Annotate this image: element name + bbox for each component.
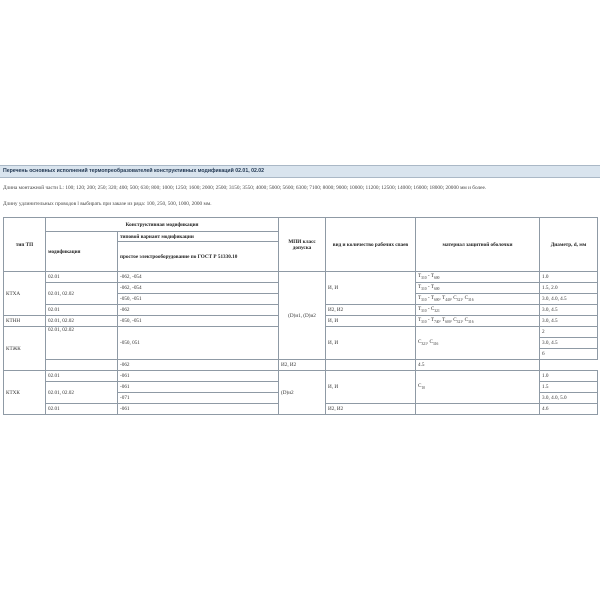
cell-variant: -062, -054	[118, 283, 279, 294]
cell-junctions: И2, И2	[326, 305, 416, 316]
cell-mpi: (D)и1, (D)и2	[279, 272, 326, 360]
cell-junctions: И, И	[326, 327, 416, 360]
cell-variant: -050, -051	[118, 316, 279, 327]
cell-variant: -062, -054	[118, 272, 279, 283]
cell-diameter: 6	[540, 349, 598, 360]
wire-length-note: Длину удлинительных проводов l выбирать при заказе из ряда: 100, 250, 500, 1000, 2000 мм.	[3, 201, 212, 207]
cell-variant: -061	[118, 371, 279, 382]
cell-variant: -050, 051	[118, 327, 279, 360]
header-construct: Конструктивная модификация	[46, 218, 279, 232]
cell-material: $Т_{310} - Т_{600}$, $Т_{440}$, $С_{321}$, $С_{316}$	[416, 294, 540, 305]
cell-diameter: 3.0, 4.0, 5.0	[540, 393, 598, 404]
cell-diameter: 4.6	[540, 404, 598, 415]
cell-material: $Т_{310} - Т_{600}$	[416, 272, 540, 283]
header-type: тип ТП	[4, 218, 46, 272]
cell-modif: 02.01	[46, 404, 118, 415]
cell-diameter: 3.0, 4.5	[540, 305, 598, 316]
cell-diameter: 4.5	[416, 360, 540, 371]
cell-diameter: 1.0	[540, 272, 598, 283]
header-junctions: вид и количество рабочих спаев	[326, 218, 416, 272]
cell-material: $С_{10}$	[416, 371, 540, 404]
cell-diameter: 1.5	[540, 382, 598, 393]
cell-modif: 02.01, 02.02	[46, 327, 118, 360]
cell-variant: -071	[118, 393, 279, 404]
cell-type: КТХА	[4, 272, 46, 316]
cell-junctions: И, И	[326, 272, 416, 305]
header-mpi: МПИ класс допуска	[279, 218, 326, 272]
cell-diameter: 1.0	[540, 371, 598, 382]
cell-diameter: 1.5, 2.0	[540, 283, 598, 294]
cell-variant: -061	[118, 404, 279, 415]
cell-modif: 02.01, 02.02	[46, 283, 118, 305]
cell-diameter: 3.0, 4.0, 4.5	[540, 294, 598, 305]
cell-modif: 02.01	[46, 272, 118, 283]
cell-material: $Т_{310} - Т_{740}$, $Т_{600}$, $С_{321}$, $С_{316}$	[416, 316, 540, 327]
cell-material: $Т_{310} - Т_{600}$	[416, 283, 540, 294]
cell-modif	[46, 360, 118, 371]
header-diameter: Диаметр, d, мм	[540, 218, 598, 272]
cell-mpi: (D)и2	[279, 371, 326, 415]
cell-diameter: 2	[540, 327, 598, 338]
cell-variant: -062	[118, 305, 279, 316]
table-row	[4, 360, 598, 371]
cell-variant: -061	[118, 382, 279, 393]
cell-diameter: 3.0, 4.5	[540, 316, 598, 327]
cell-modif: 02.01	[46, 371, 118, 382]
cell-material: $Т_{310} - С_{321}$	[416, 305, 540, 316]
header-material: материал защитной оболочки	[416, 218, 540, 272]
table-row	[4, 272, 598, 283]
header-typical: типовой вариант модификации	[118, 232, 279, 242]
document-page	[0, 165, 600, 412]
cell-junctions: И, И	[326, 316, 416, 327]
cell-junctions: И2, И2	[279, 360, 326, 371]
cell-diameter: 3.0, 4.5	[540, 338, 598, 349]
cell-variant: -050, -051	[118, 294, 279, 305]
header-simple: простое электрооборудование по ГОСТ Р 51330.10	[118, 242, 279, 272]
cell-junctions: И2, И2	[326, 404, 416, 415]
cell-type: КТНН	[4, 316, 46, 327]
table-row	[4, 371, 598, 382]
cell-modif: 02.01, 02.02	[46, 382, 118, 404]
section-title: Перечень основных исполнений термопреобразователей конструктивных модификаций 02.01, 02.02	[0, 165, 600, 178]
cell-variant: -062	[118, 360, 279, 371]
header-modif: модификация	[46, 232, 118, 272]
cell-material	[416, 404, 540, 415]
cell-material: $С_{321}$, $С_{316}$	[416, 327, 540, 360]
spec-table	[3, 217, 598, 415]
cell-type: КТЖК	[4, 327, 46, 371]
cell-material	[326, 360, 416, 371]
cell-type: КТХК	[4, 371, 46, 415]
length-note: Длина монтажной части L: 100; 120; 200; 250; 320; 400; 500; 630; 800; 1000; 1250; 1600; 2000; 2500; 3150; 3550; 4000; 5000; 5600; 6300; 7100; 8000; 9000; 10000; 11200; 12500; 14000; 16000; 18000; 20000 мм и более.	[3, 185, 487, 191]
cell-junctions: И, И	[326, 371, 416, 404]
cell-modif: 02.01	[46, 305, 118, 316]
cell-modif: 02.01, 02.02	[46, 316, 118, 327]
